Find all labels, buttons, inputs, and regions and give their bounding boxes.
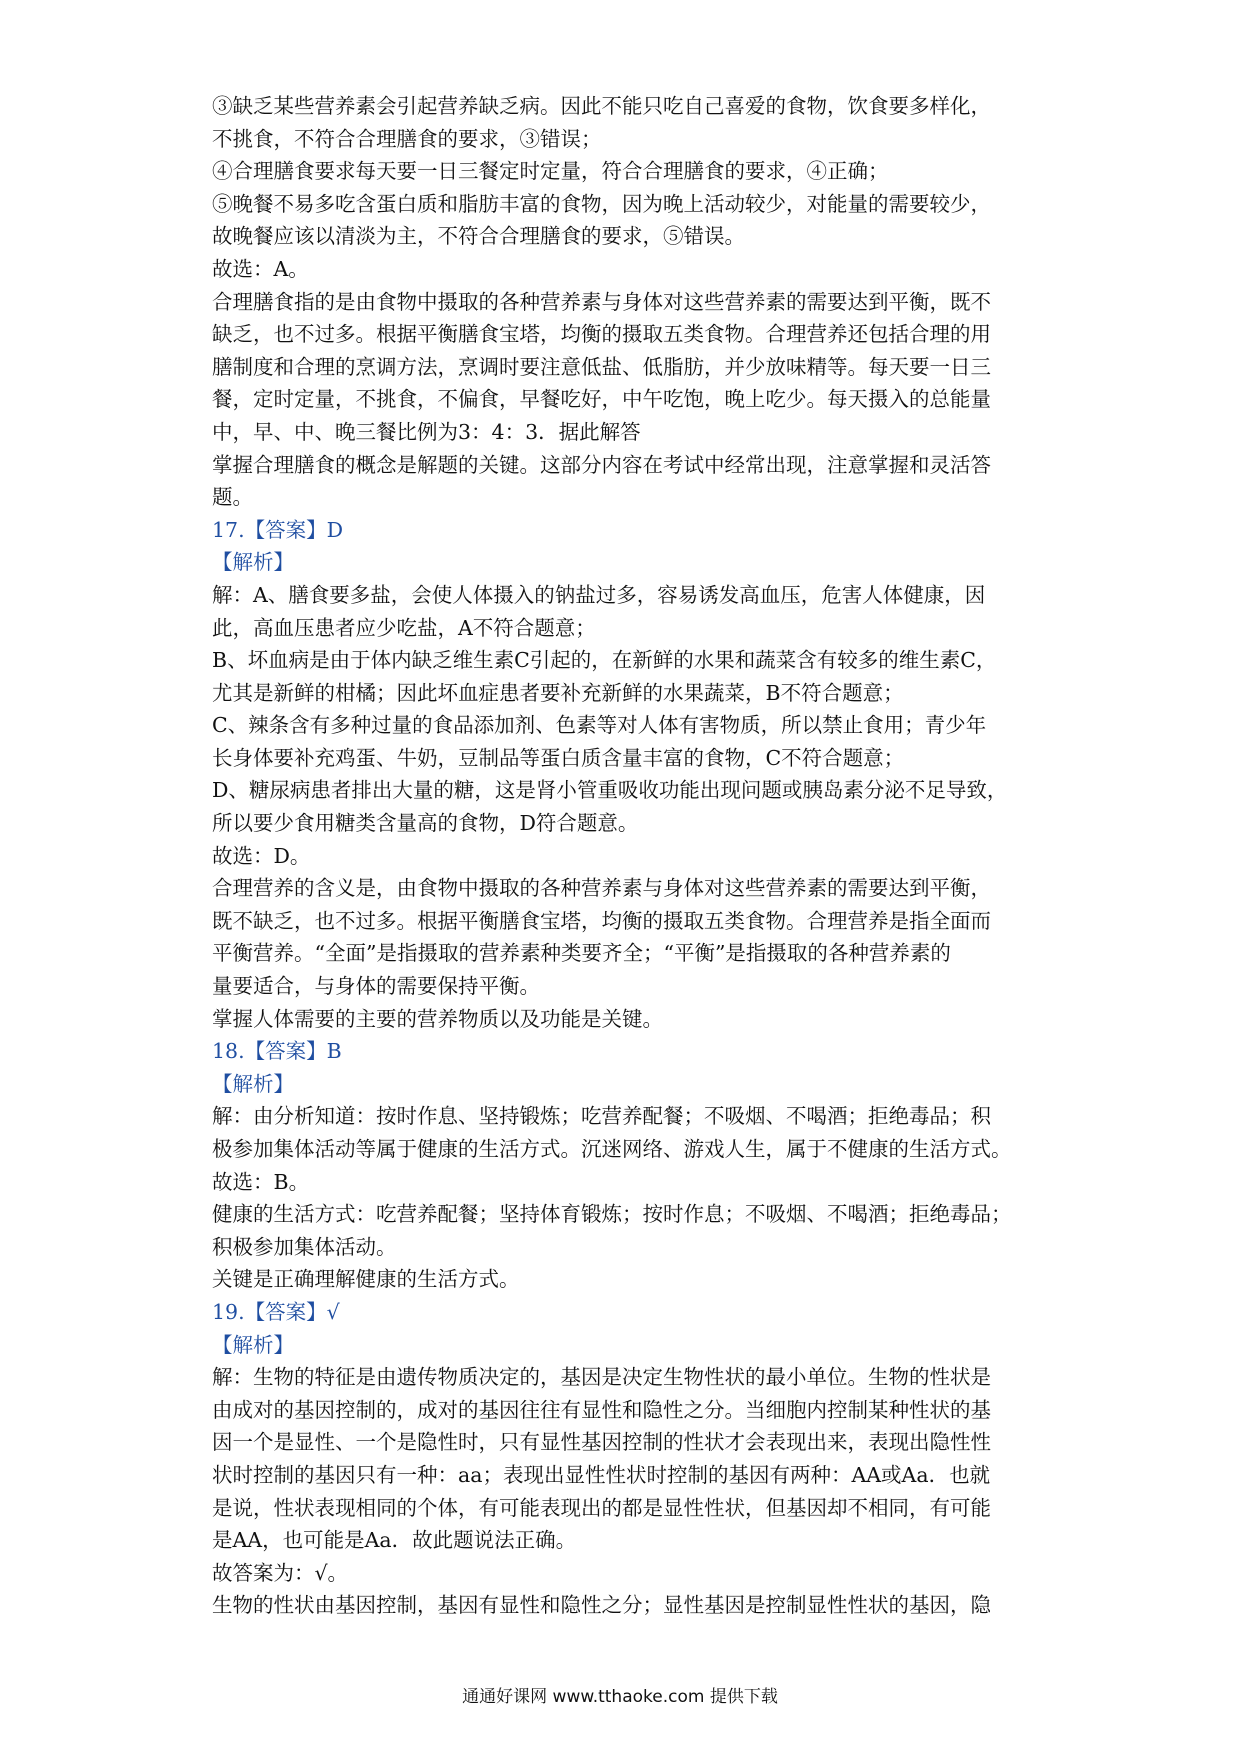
text-line: 是说，性状表现相同的个体，有可能表现出的都是显性性状，但基因却不相同，有可能 bbox=[212, 1495, 991, 1520]
text-line: 长身体要补充鸡蛋、牛奶，豆制品等蛋白质含量丰富的食物，C不符合题意； bbox=[212, 745, 905, 770]
footer-credit: 通通好课网 www.tthaoke.com 提供下载 bbox=[462, 1687, 778, 1707]
text-line: ③缺乏某些营养素会引起营养缺乏病。因此不能只吃自己喜爱的食物，饮食要多样化， bbox=[212, 94, 991, 118]
text-line: 故选：B。 bbox=[212, 1169, 310, 1194]
text-line: 关键是正确理解健康的生活方式。 bbox=[212, 1267, 520, 1292]
text-line: 故晚餐应该以清淡为主，不符合合理膳食的要求，⑤错误。 bbox=[212, 224, 745, 249]
text-line: 尤其是新鲜的柑橘；因此坏血症患者要补充新鲜的水果蔬菜，B不符合题意； bbox=[212, 680, 904, 705]
text-line: B、坏血病是由于体内缺乏维生素C引起的，在新鲜的水果和蔬菜含有较多的维生素C， bbox=[212, 648, 997, 673]
text-line: 量要适合，与身体的需要保持平衡。 bbox=[212, 974, 540, 999]
text-line: 故选：A。 bbox=[212, 256, 309, 281]
text-line: 不挑食，不符合合理膳食的要求，③错误； bbox=[212, 126, 602, 151]
analysis-label-19: 【解析】 bbox=[212, 1332, 294, 1357]
text-line: 生物的性状由基因控制，基因有显性和隐性之分；显性基因是控制显性性状的基因，隐 bbox=[212, 1593, 991, 1618]
text-line: 解：A、膳食要多盐，会使人体摄入的钠盐过多，容易诱发高血压，危害人体健康，因 bbox=[212, 582, 986, 607]
text-line: 膳制度和合理的烹调方法，烹调时要注意低盐、低脂肪，并少放味精等。每天要一日三 bbox=[212, 354, 991, 379]
text-line: 积极参加集体活动。 bbox=[212, 1234, 397, 1259]
text-line: 此，高血压患者应少吃盐，A不符合题意； bbox=[212, 615, 596, 640]
text-line: 故答案为：√。 bbox=[212, 1560, 349, 1585]
text-line: ④合理膳食要求每天要一日三餐定时定量，符合合理膳食的要求，④正确； bbox=[212, 159, 889, 184]
document-body bbox=[212, 90, 1042, 1622]
text-line: 合理营养的含义是，由食物中摄取的各种营养素与身体对这些营养素的需要达到平衡， bbox=[212, 876, 991, 901]
text-line: 极参加集体活动等属于健康的生活方式。沉迷网络、游戏人生，属于不健康的生活方式。 bbox=[212, 1137, 1012, 1161]
text-line: 中，早、中、晚三餐比例为3：4：3．据此解答 bbox=[212, 419, 641, 444]
analysis-label-17: 【解析】 bbox=[212, 550, 294, 575]
text-line: 餐，定时定量，不挑食，不偏食，早餐吃好，中午吃饱，晚上吃少。每天摄入的总能量 bbox=[212, 387, 991, 412]
text-line: 缺乏，也不过多。根据平衡膳食宝塔，均衡的摄取五类食物。合理营养还包括合理的用 bbox=[212, 322, 991, 347]
text-line: 合理膳食指的是由食物中摄取的各种营养素与身体对这些营养素的需要达到平衡，既不 bbox=[212, 289, 991, 314]
answer-label-17: 17.【答案】D bbox=[212, 517, 344, 542]
text-line: 健康的生活方式：吃营养配餐；坚持体育锻炼；按时作息；不吸烟、不喝酒；拒绝毒品； bbox=[212, 1202, 1012, 1227]
analysis-label-18: 【解析】 bbox=[212, 1071, 294, 1096]
answer-label-18: 18.【答案】B bbox=[212, 1039, 342, 1064]
text-line: ⑤晚餐不易多吃含蛋白质和脂肪丰富的食物，因为晚上活动较少，对能量的需要较少， bbox=[212, 191, 991, 216]
text-line: D、糖尿病患者排出大量的糖，这是肾小管重吸收功能出现问题或胰岛素分泌不足导致， bbox=[212, 778, 1008, 803]
text-line: 掌握人体需要的主要的营养物质以及功能是关键。 bbox=[212, 1006, 663, 1031]
text-line: C、辣条含有多种过量的食品添加剂、色素等对人体有害物质，所以禁止食用；青少年 bbox=[212, 713, 987, 738]
text-line: 解：生物的特征是由遗传物质决定的，基因是决定生物性状的最小单位。生物的性状是 bbox=[212, 1365, 991, 1390]
text-line: 解：由分析知道：按时作息、坚持锻炼；吃营养配餐；不吸烟、不喝酒；拒绝毒品；积 bbox=[212, 1104, 991, 1129]
text-line: 所以要少食用糖类含量高的食物，D符合题意。 bbox=[212, 811, 639, 836]
text-line: 平衡营养。“全面”是指摄取的营养素种类要齐全；“平衡”是指摄取的各种营养素的 bbox=[212, 941, 951, 966]
text-line: 故选：D。 bbox=[212, 843, 311, 868]
text-line: 既不缺乏，也不过多。根据平衡膳食宝塔，均衡的摄取五类食物。合理营养是指全面而 bbox=[212, 908, 991, 933]
text-line: 状时控制的基因只有一种：aa；表现出显性性状时控制的基因有两种：AA或Aa．也就 bbox=[212, 1462, 991, 1487]
text-line: 由成对的基因控制的，成对的基因往往有显性和隐性之分。当细胞内控制某种性状的基 bbox=[212, 1397, 991, 1422]
answer-label-19: 19.【答案】√ bbox=[212, 1299, 340, 1324]
text-line: 是AA，也可能是Aa．故此题说法正确。 bbox=[212, 1528, 577, 1553]
text-line: 题。 bbox=[212, 485, 253, 510]
text-line: 因一个是显性、一个是隐性时，只有显性基因控制的性状才会表现出来，表现出隐性性 bbox=[212, 1430, 991, 1455]
text-line: 掌握合理膳食的概念是解题的关键。这部分内容在考试中经常出现，注意掌握和灵活答 bbox=[212, 452, 991, 477]
